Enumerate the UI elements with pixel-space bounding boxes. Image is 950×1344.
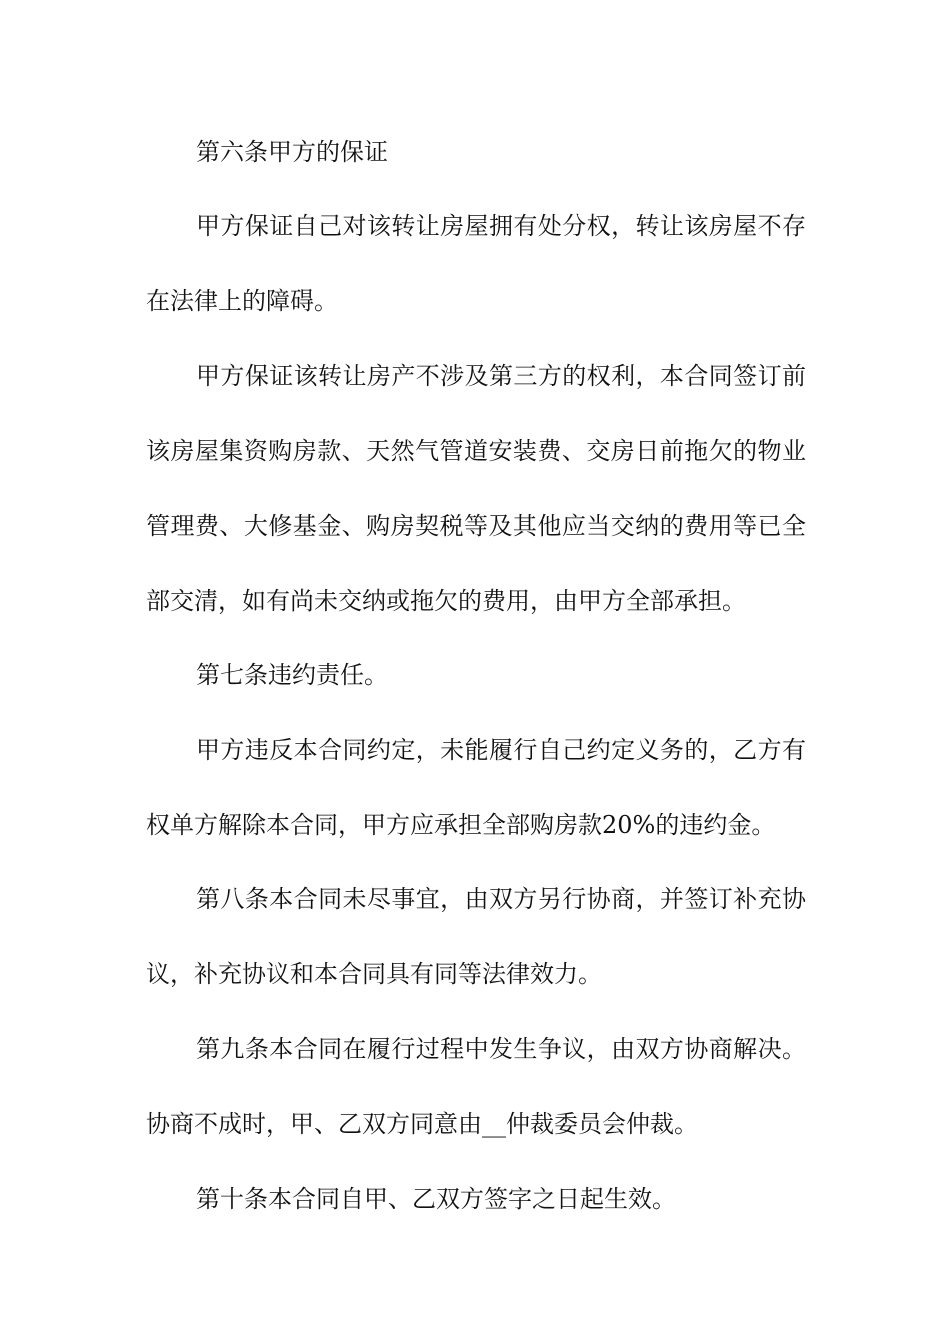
- article-8-line-2: 议，补充协议和本合同具有同等法律效力。: [146, 960, 602, 988]
- article-6-para-1-line-2: 在法律上的障碍。: [146, 287, 338, 315]
- article-9-line-2: 协商不成时，甲、乙双方同意由__仲裁委员会仲裁。: [146, 1110, 698, 1138]
- article-9-line-1: 第九条本合同在履行过程中发生争议，由双方协商解决。: [196, 1035, 806, 1063]
- article-7-para-line-1: 甲方违反本合同约定，未能履行自己约定义务的，乙方有: [196, 736, 806, 764]
- article-6-para-2-line-4: 部交清，如有尚未交纳或拖欠的费用，由甲方全部承担。: [146, 587, 746, 615]
- article-6-para-1-line-1: 甲方保证自己对该转让房屋拥有处分权，转让该房屋不存: [196, 212, 806, 240]
- article-6-para-2-line-1: 甲方保证该转让房产不涉及第三方的权利，本合同签订前: [196, 362, 806, 390]
- article-6-para-2-line-3: 管理费、大修基金、购房契税等及其他应当交纳的费用等已全: [146, 512, 806, 540]
- article-7-para-line-2: 权单方解除本合同，甲方应承担全部购房款20%的违约金。: [146, 811, 776, 839]
- article-6-para-2-line-2: 该房屋集资购房款、天然气管道安装费、交房日前拖欠的物业: [146, 437, 806, 465]
- article-8-line-1: 第八条本合同未尽事宜，由双方另行协商，并签订补充协: [196, 885, 806, 913]
- article-6-heading: 第六条甲方的保证: [196, 138, 388, 166]
- article-10-line-1: 第十条本合同自甲、乙双方签字之日起生效。: [196, 1185, 676, 1213]
- article-7-heading: 第七条违约责任。: [196, 661, 388, 689]
